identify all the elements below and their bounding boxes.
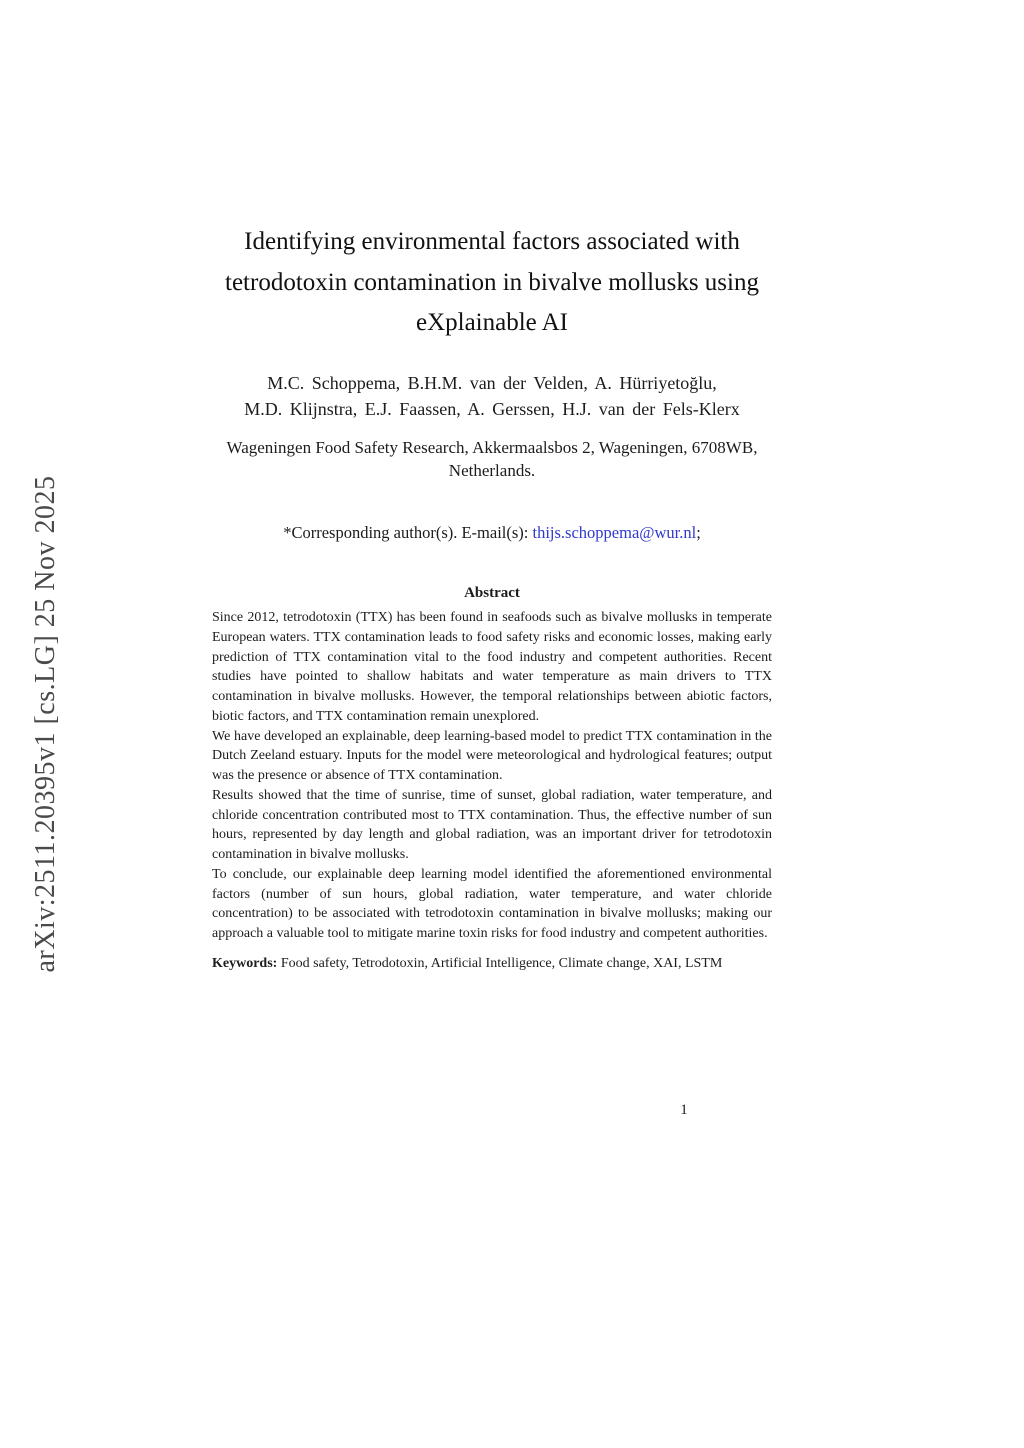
abstract-paragraph-2: We have developed an explainable, deep learning-based model to predict TTX contamination in the Dutch Zeeland estuary. Inputs for the model were meteorological and hydrological features; output was the presence or absence of TTX contamination. — [212, 728, 772, 784]
corresponding-author-note — [192, 523, 792, 543]
page-number: 1 — [680, 1102, 688, 1118]
abstract-heading: Abstract — [464, 585, 520, 602]
corresponding-prefix: *Corresponding author(s). E-mail(s): — [283, 523, 533, 543]
abstract-paragraph-1: Since 2012, tetrodotoxin (TTX) has been found in seafoods such as bivalve mollusks in temperate European waters. TTX contamination leads to food safety risks and economic losses, making early prediction of TTX contamination vital to the food industry and competent authorities. Recent studies have pointed to shallow habitats and water temperature as main drivers to TTX contamination in bivalve mollusks. However, the temporal relationships between abiotic factors, biotic factors, and TTX contamination remain unexplored. — [212, 610, 772, 724]
keywords-line — [212, 954, 772, 974]
abstract-paragraph-4: To conclude, our explainable deep learning model identified the aforementioned environmental factors (number of sun hours, global radiation, water temperature, and water chloride concentration) to be associated with tetrodotoxin contamination in bivalve mollusks; making our approach a valuable tool to mitigate marine toxin risks for food industry and competent authorities. — [212, 866, 772, 942]
paper-content — [192, 0, 792, 1118]
corresponding-suffix: ; — [696, 523, 701, 543]
abstract-paragraph-3: Results showed that the time of sunrise, time of sunset, global radiation, water temperature, and chloride concentration contributed most to TTX contamination. Thus, the effective number of sun hours, represented by day length and global radiation, was an important driver for tetrodotoxin contamination in bivalve mollusks. — [212, 787, 772, 863]
affiliation: Wageningen Food Safety Research, Akkermaalsbos 2, Wageningen, 6708WB, Netherlands. — [226, 437, 758, 481]
abstract-body — [212, 608, 772, 943]
keywords-text: Food safety, Tetrodotoxin, Artificial Intelligence, Climate change, XAI, LSTM — [277, 955, 723, 971]
corresponding-email-link[interactable]: thijs.schoppema@wur.nl — [532, 523, 697, 543]
arxiv-watermark: arXiv:2511.20395v1 [cs.LG] 25 Nov 2025 — [30, 475, 61, 973]
author-line-1: M.C. Schoppema, B.H.M. van der Velden, A. Hürriyetoğlu, — [267, 372, 717, 393]
author-line-2: M.D. Klijnstra, E.J. Faassen, A. Gerssen, H.J. van der Fels-Klerx — [244, 398, 740, 419]
keywords-label: Keywords: — [212, 955, 278, 971]
paper-title: Identifying environmental factors associated with tetrodotoxin contamination in bivalve mollusks using eXplainable AI — [225, 228, 759, 336]
author-list — [192, 370, 792, 422]
